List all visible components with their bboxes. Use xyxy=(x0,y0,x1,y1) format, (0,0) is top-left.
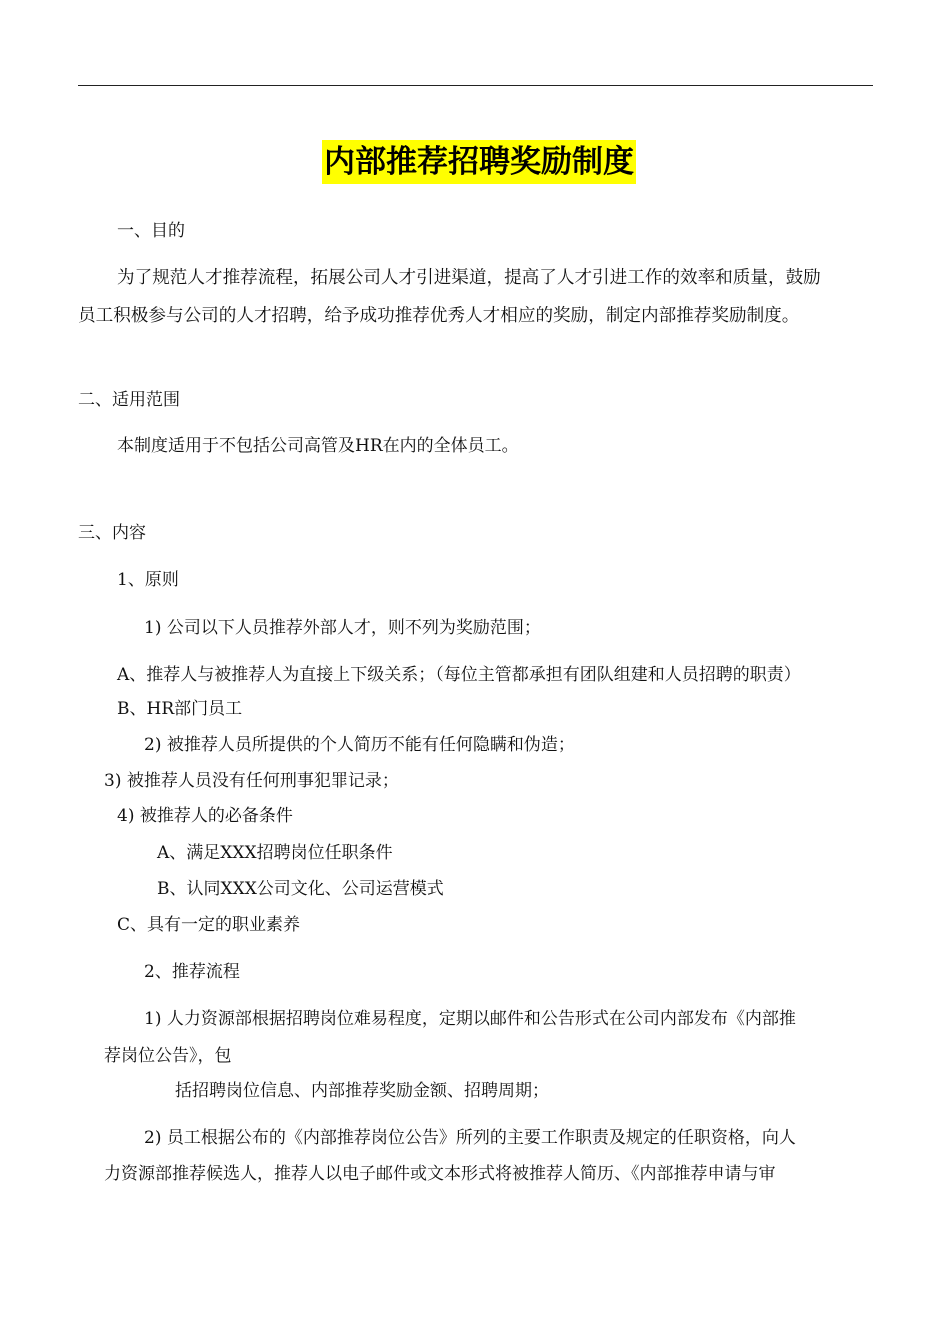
purpose-paragraph-line-1: 为了规范人才推荐流程，拓展公司人才引进渠道，提高了人才引进工作的效率和质量，鼓励 xyxy=(117,268,821,288)
principle-item-1: 1) 公司以下人员推荐外部人才，则不列为奖励范围； xyxy=(144,618,541,638)
principle-item-1-a: A、推荐人与被推荐人为直接上下级关系；（每位主管都承担有团队组建和人员招聘的职责） xyxy=(117,665,801,685)
principle-item-3: 3) 被推荐人员没有任何刑事犯罪记录； xyxy=(104,771,399,791)
principle-item-4-b: B、认同XXX公司文化、公司运营模式 xyxy=(157,879,444,899)
process-item-1-line-2: 荐岗位公告》，包 xyxy=(104,1046,232,1066)
process-item-1-line-3: 括招聘岗位信息、内部推荐奖励金额、招聘周期； xyxy=(175,1081,549,1101)
purpose-paragraph-line-2: 员工积极参与公司的人才招聘，给予成功推荐优秀人才相应的奖励，制定内部推荐奖励制度。 xyxy=(78,306,800,326)
principle-item-4-c: C、具有一定的职业素养 xyxy=(117,915,301,935)
principle-heading: 1、原则 xyxy=(117,570,179,590)
process-item-2-line-1: 2) 员工根据公布的《内部推荐岗位公告》所列的主要工作职责及规定的任职资格，向人 xyxy=(144,1128,796,1148)
header-rule xyxy=(78,85,873,86)
document-title: 内部推荐招聘奖励制度 xyxy=(322,140,636,184)
scope-paragraph: 本制度适用于不包括公司高管及HR在内的全体员工。 xyxy=(117,436,519,456)
process-item-2-line-2: 力资源部推荐候选人，推荐人以电子邮件或文本形式将被推荐人简历、《内部推荐申请与审 xyxy=(104,1164,776,1184)
process-item-1-line-1: 1) 人力资源部根据招聘岗位难易程度，定期以邮件和公告形式在公司内部发布《内部推 xyxy=(144,1009,796,1029)
section-heading-content: 三、内容 xyxy=(78,523,146,543)
principle-item-2: 2) 被推荐人员所提供的个人简历不能有任何隐瞒和伪造； xyxy=(144,735,575,755)
principle-item-1-b: B、HR部门员工 xyxy=(117,699,243,719)
principle-item-4: 4) 被推荐人的必备条件 xyxy=(117,806,293,826)
section-heading-scope: 二、适用范围 xyxy=(78,390,180,410)
section-heading-purpose: 一、目的 xyxy=(117,221,185,241)
principle-item-4-a: A、满足XXX招聘岗位任职条件 xyxy=(157,843,393,863)
process-heading: 2、推荐流程 xyxy=(144,962,240,982)
